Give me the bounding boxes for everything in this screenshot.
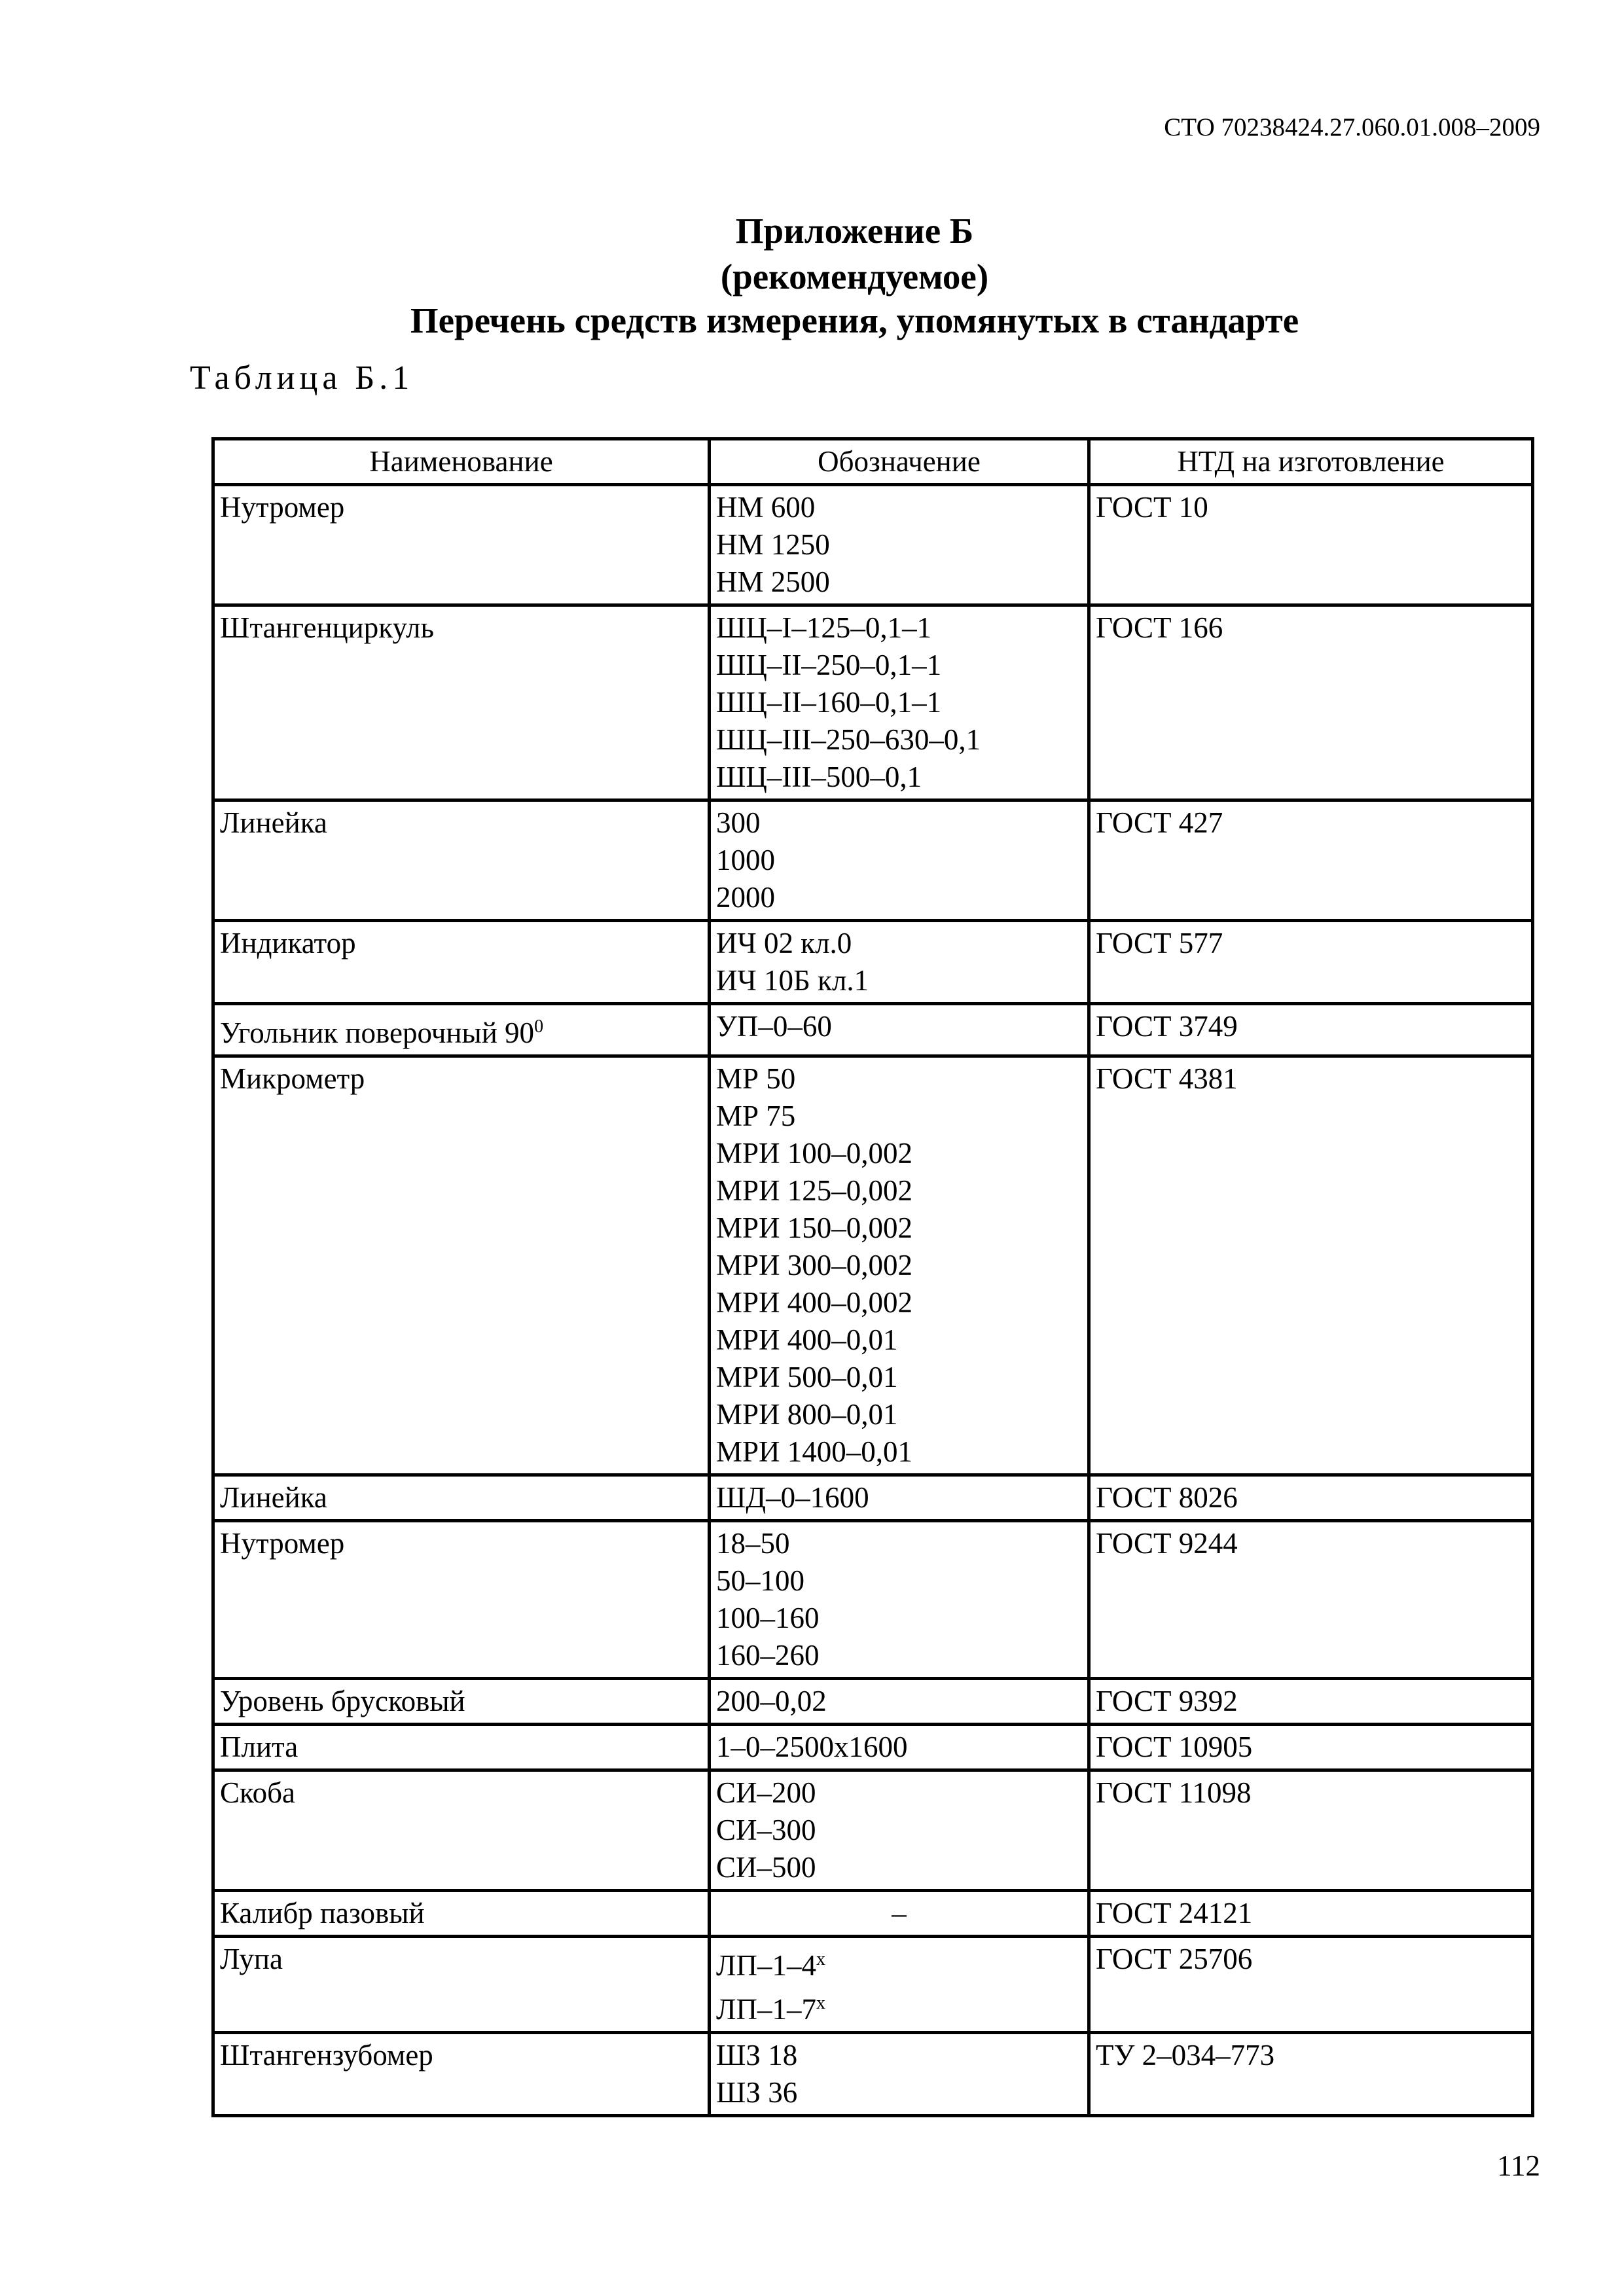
designation-line <box>716 1600 1082 1637</box>
designation-text: ШЦ–III–250–630–0,1 <box>716 723 981 756</box>
header-name: Наименование <box>213 439 710 485</box>
instrument-name: Нутромер <box>220 1527 345 1560</box>
table-row <box>213 1475 1533 1521</box>
designation-line <box>716 1562 1082 1600</box>
table-row <box>213 800 1533 921</box>
designation-line <box>716 721 1082 759</box>
table-row <box>213 1725 1533 1770</box>
designation-text: 18–50 <box>716 1527 790 1560</box>
designation-text: МРИ 150–0,002 <box>716 1211 913 1244</box>
designation-line <box>716 1284 1082 1321</box>
instrument-name: Индикатор <box>220 927 356 960</box>
table-row <box>213 605 1533 800</box>
designation-line <box>716 1683 1082 1720</box>
designation-text: НМ 2500 <box>716 565 830 598</box>
cell-designation <box>710 921 1089 1004</box>
designation-line <box>716 1008 1082 1045</box>
designation-text: 160–260 <box>716 1639 820 1672</box>
cell-name <box>213 921 710 1004</box>
designation-line <box>716 1525 1082 1562</box>
cell-name <box>213 1770 710 1891</box>
instrument-name: Штангензубомер <box>220 2039 433 2072</box>
cell-ntd: ГОСТ 427 <box>1089 800 1533 921</box>
table-row <box>213 1679 1533 1725</box>
header-ntd: НТД на изготовление <box>1089 439 1533 485</box>
designation-text: ШЦ–II–160–0,1–1 <box>716 686 942 719</box>
designation-superscript: х <box>816 1949 826 1969</box>
designation-text: МРИ 500–0,01 <box>716 1361 898 1393</box>
cell-designation <box>710 1004 1089 1056</box>
cell-ntd: ГОСТ 11098 <box>1089 1770 1533 1891</box>
appendix-title: Приложение Б <box>735 211 974 251</box>
cell-ntd: ГОСТ 24121 <box>1089 1891 1533 1937</box>
designation-line <box>716 1812 1082 1849</box>
cell-ntd: ГОСТ 25706 <box>1089 1937 1533 2033</box>
cell-ntd: ГОСТ 166 <box>1089 605 1533 800</box>
designation-line <box>716 1479 1082 1516</box>
designation-line <box>716 684 1082 721</box>
cell-ntd: ГОСТ 10 <box>1089 485 1533 605</box>
designation-text: – <box>892 1897 907 1929</box>
designation-text: МРИ 1400–0,01 <box>716 1435 913 1468</box>
instrument-name: Линейка <box>220 806 327 839</box>
cell-designation <box>710 1770 1089 1891</box>
designation-line <box>716 526 1082 564</box>
designation-text: МРИ 400–0,002 <box>716 1286 913 1319</box>
designation-text: СИ–300 <box>716 1814 816 1846</box>
designation-text: НМ 1250 <box>716 528 830 561</box>
table-row <box>213 2033 1533 2116</box>
designation-line <box>716 1637 1082 1674</box>
cell-ntd: ГОСТ 8026 <box>1089 1475 1533 1521</box>
cell-ntd: ГОСТ 4381 <box>1089 1056 1533 1475</box>
cell-ntd: ГОСТ 3749 <box>1089 1004 1533 1056</box>
standard-code: СТО 70238424.27.060.01.008–2009 <box>1164 113 1540 141</box>
instrument-name: Штангенциркуль <box>220 611 434 644</box>
table-row <box>213 1521 1533 1679</box>
designation-line <box>716 1359 1082 1396</box>
cell-ntd: ГОСТ 577 <box>1089 921 1533 1004</box>
cell-designation <box>710 1891 1089 1937</box>
designation-line <box>716 1895 1082 1932</box>
designation-text: ИЧ 10Б кл.1 <box>716 964 869 997</box>
designation-line <box>716 489 1082 526</box>
appendix-status: (рекомендуемое) <box>720 257 989 296</box>
instrument-name: Микрометр <box>220 1062 365 1095</box>
cell-designation <box>710 1725 1089 1770</box>
designation-line <box>716 1098 1082 1135</box>
instrument-name: Лупа <box>220 1943 283 1975</box>
designation-line <box>716 1247 1082 1284</box>
designation-text: МР 75 <box>716 1100 796 1132</box>
designation-line <box>716 1172 1082 1210</box>
cell-name <box>213 1004 710 1056</box>
cell-designation <box>710 605 1089 800</box>
cell-designation <box>710 485 1089 605</box>
cell-name <box>213 1521 710 1679</box>
designation-text: ШЦ–I–125–0,1–1 <box>716 611 932 644</box>
table-row <box>213 921 1533 1004</box>
cell-name <box>213 1475 710 1521</box>
designation-line <box>716 1433 1082 1471</box>
table-row <box>213 1056 1533 1475</box>
designation-text: МРИ 800–0,01 <box>716 1398 898 1431</box>
designation-line <box>716 1135 1082 1172</box>
designation-line <box>716 759 1082 796</box>
designation-line <box>716 1941 1082 1984</box>
cell-name <box>213 800 710 921</box>
cell-name <box>213 1679 710 1725</box>
designation-text: ШЦ–II–250–0,1–1 <box>716 649 942 681</box>
designation-text: 100–160 <box>716 1602 820 1634</box>
cell-name <box>213 1937 710 2033</box>
designation-line <box>716 1396 1082 1433</box>
cell-designation <box>710 1937 1089 2033</box>
table-caption: Таблица Б.1 <box>190 359 414 397</box>
table-row <box>213 1004 1533 1056</box>
cell-name <box>213 1891 710 1937</box>
page-number: 112 <box>1497 2149 1540 2182</box>
table-header-row <box>213 439 1533 485</box>
designation-text: 1–0–2500х1600 <box>716 1731 908 1763</box>
designation-text: ЛП–1–7 <box>716 1993 817 2026</box>
instrument-name: Угольник поверочный 90 <box>220 1016 535 1049</box>
designation-text: МРИ 300–0,002 <box>716 1249 913 1282</box>
designation-line <box>716 879 1082 916</box>
designation-text: ШД–0–1600 <box>716 1481 869 1514</box>
table-row <box>213 1937 1533 2033</box>
cell-ntd: ТУ 2–034–773 <box>1089 2033 1533 2116</box>
designation-text: 50–100 <box>716 1564 804 1597</box>
cell-name <box>213 605 710 800</box>
designation-line <box>716 2037 1082 2074</box>
instrument-name: Калибр пазовый <box>220 1897 425 1929</box>
cell-designation <box>710 2033 1089 2116</box>
designation-text: 1000 <box>716 844 775 876</box>
designation-line <box>716 1321 1082 1359</box>
appendix-subject: Перечень средств измерения, упомянутых в стандарте <box>410 300 1299 340</box>
designation-text: 300 <box>716 806 761 839</box>
designation-text: СИ–200 <box>716 1776 816 1809</box>
cell-name <box>213 1725 710 1770</box>
cell-designation <box>710 1475 1089 1521</box>
designation-line <box>716 564 1082 601</box>
cell-name <box>213 485 710 605</box>
table-body <box>213 485 1533 2116</box>
designation-line <box>716 1060 1082 1098</box>
designation-line <box>716 804 1082 842</box>
cell-ntd: ГОСТ 9392 <box>1089 1679 1533 1725</box>
cell-designation <box>710 1679 1089 1725</box>
instrument-name: Плита <box>220 1731 298 1763</box>
designation-text: ШЦ–III–500–0,1 <box>716 761 922 793</box>
cell-designation <box>710 1056 1089 1475</box>
instrument-name: Уровень брусковый <box>220 1685 465 1717</box>
designation-line <box>716 2074 1082 2111</box>
name-superscript: 0 <box>534 1016 544 1037</box>
cell-ntd: ГОСТ 10905 <box>1089 1725 1533 1770</box>
cell-name <box>213 2033 710 2116</box>
designation-line <box>716 842 1082 879</box>
designation-text: НМ 600 <box>716 491 816 524</box>
instrument-name: Нутромер <box>220 491 345 524</box>
designation-text: УП–0–60 <box>716 1010 832 1043</box>
designation-text: 2000 <box>716 881 775 914</box>
designation-line <box>716 1984 1082 2028</box>
designation-line <box>716 962 1082 999</box>
table-row <box>213 1770 1533 1891</box>
table-row <box>213 485 1533 605</box>
designation-text: МРИ 400–0,01 <box>716 1323 898 1356</box>
designation-text: ШЗ 36 <box>716 2076 798 2109</box>
cell-designation <box>710 800 1089 921</box>
designation-line <box>716 925 1082 962</box>
designation-line <box>716 1774 1082 1812</box>
designation-superscript: х <box>816 1993 826 2013</box>
designation-text: МРИ 125–0,002 <box>716 1174 913 1207</box>
designation-text: ШЗ 18 <box>716 2039 798 2072</box>
instrument-name: Скоба <box>220 1776 295 1809</box>
table-row <box>213 1891 1533 1937</box>
designation-line <box>716 647 1082 684</box>
designation-line <box>716 609 1082 647</box>
designation-text: 200–0,02 <box>716 1685 827 1717</box>
instrument-name: Линейка <box>220 1481 327 1514</box>
header-designation: Обозначение <box>710 439 1089 485</box>
instruments-table-wrapper <box>211 437 1531 2109</box>
cell-name <box>213 1056 710 1475</box>
designation-line <box>716 1210 1082 1247</box>
designation-text: ИЧ 02 кл.0 <box>716 927 852 960</box>
cell-designation <box>710 1521 1089 1679</box>
instruments-table <box>211 437 1534 2117</box>
designation-text: МРИ 100–0,002 <box>716 1137 913 1170</box>
designation-line <box>716 1729 1082 1766</box>
designation-text: СИ–500 <box>716 1851 816 1884</box>
cell-ntd: ГОСТ 9244 <box>1089 1521 1533 1679</box>
designation-text: МР 50 <box>716 1062 796 1095</box>
designation-line <box>716 1849 1082 1886</box>
designation-text: ЛП–1–4 <box>716 1949 817 1982</box>
